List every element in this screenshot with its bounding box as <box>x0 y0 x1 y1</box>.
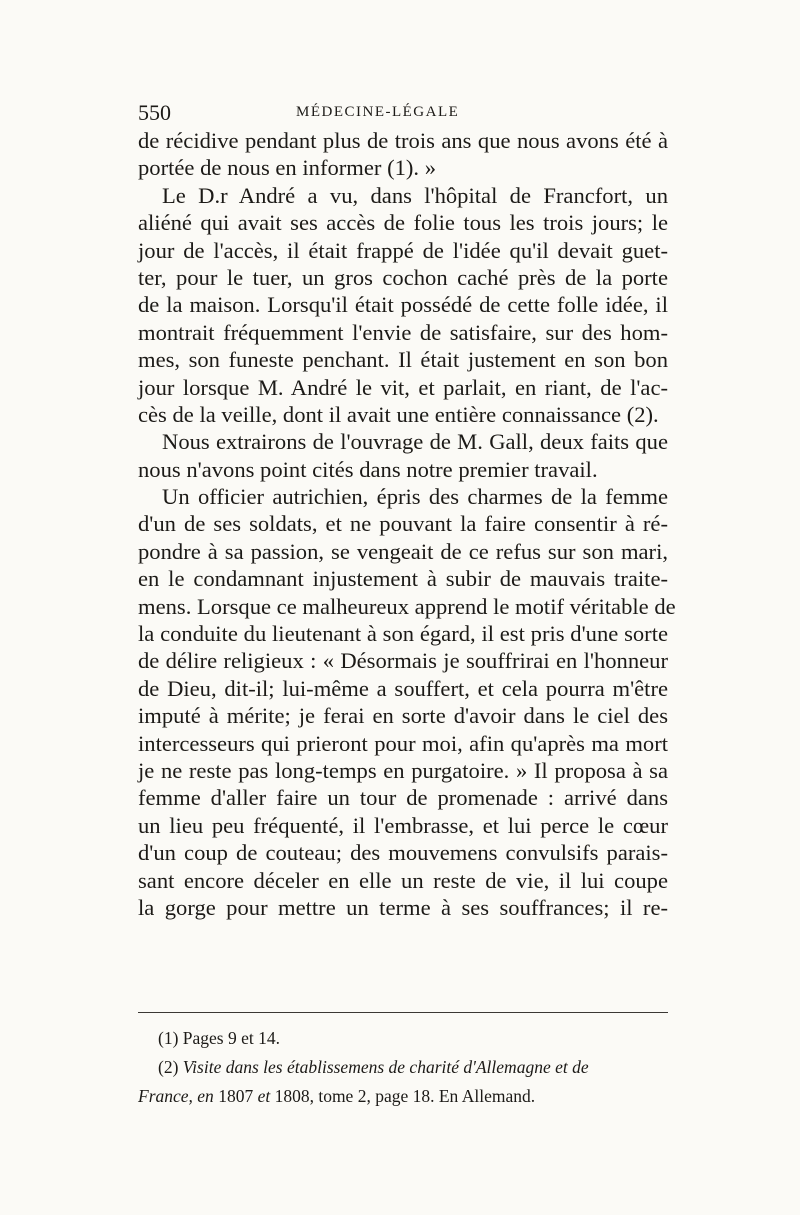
footnotes <box>138 1024 668 1111</box>
running-title: MÉDECINE-LÉGALE <box>296 104 460 120</box>
footnote-2-title-cont: France, en <box>138 1086 214 1106</box>
text-line: imputé à mérite; je ferai en sorte d'avoir dans le ciel des <box>138 703 668 729</box>
text-line: intercesseurs qui prieront pour moi, afin qu'après ma mort <box>138 730 668 756</box>
footnote-divider <box>138 1012 668 1013</box>
text-line: pondre à sa passion, se vengeait de ce refus sur son mari, <box>138 538 668 564</box>
footnote-2-year-1: 1807 <box>218 1086 254 1106</box>
text-line: mes, son funeste penchant. Il était justement en son bon <box>138 347 668 373</box>
text-line: ter, pour le tuer, un gros cochon caché près de la porte <box>138 264 668 290</box>
text-line: de Dieu, dit-il; lui-même a souffert, et cela pourra m'être <box>138 675 668 701</box>
footnote-2 <box>138 1053 668 1082</box>
text-line: en le condamnant injustement à subir de mauvais traite- <box>138 566 668 592</box>
text-line: Un officier autrichien, épris des charmes de la femme <box>162 484 668 510</box>
footnote-2-title: Visite dans les établissemens de charité d'Allemagne et de <box>182 1057 589 1077</box>
text-line: de récidive pendant plus de trois ans que nous avons été à <box>138 128 668 153</box>
footnote-2-continuation <box>138 1082 668 1111</box>
text-line: cès de la veille, dont il avait une entière connaissance (2). <box>138 401 659 427</box>
page-header <box>138 100 668 126</box>
footnote-2-details: 1808, tome 2, page 18. En Allemand. <box>274 1086 536 1106</box>
text-line: aliéné qui avait ses accès de folie tous les trois jours; le <box>138 210 668 236</box>
text-line: de la maison. Lorsqu'il était possédé de cette folle idée, il <box>138 292 668 318</box>
footnote-2-label: (2) <box>158 1057 179 1077</box>
text-line: nous n'avons point cités dans notre premier travail. <box>138 456 598 482</box>
text-line: de délire religieux : « Désormais je souffrirai en l'honneur <box>138 648 668 674</box>
text-line: jour de l'accès, il était frappé de l'idée qu'il devait guet- <box>138 237 668 263</box>
body-text <box>138 127 676 921</box>
text-line: je ne reste pas long-temps en purgatoire. » Il proposa à sa <box>138 757 668 783</box>
text-line: montrait fréquemment l'envie de satisfaire, sur des hom- <box>138 319 668 345</box>
text-line: d'un de ses soldats, et ne pouvant la faire consentir à ré- <box>138 511 668 537</box>
text-line: Nous extrairons de l'ouvrage de M. Gall, deux faits que <box>162 429 668 455</box>
text-line: femme d'aller faire un tour de promenade : arrivé dans <box>138 785 668 811</box>
text-line: mens. Lorsque ce malheureux apprend le motif véritable de <box>138 593 676 619</box>
text-line: sant encore déceler en elle un reste de vie, il lui coupe <box>138 867 668 893</box>
text-line: portée de nous en informer (1). » <box>138 155 437 181</box>
text-line: Le D.r André a vu, dans l'hôpital de Francfort, un <box>162 182 668 208</box>
text-line: d'un coup de couteau; des mouvemens convulsifs parais- <box>138 840 668 866</box>
text-line: un lieu peu fréquenté, il l'embrasse, et lui perce le cœur <box>138 812 668 838</box>
footnote-1: (1) Pages 9 et 14. <box>158 1028 280 1048</box>
text-line: la conduite du lieutenant à son égard, il est pris d'une sorte <box>138 621 668 647</box>
text-line: jour lorsque M. André le vit, et parlait, en riant, de l'ac- <box>138 374 668 400</box>
text-line: la gorge pour mettre un terme à ses souffrances; il re- <box>138 894 668 920</box>
footnote-2-conj: et <box>257 1086 271 1106</box>
page-number: 550 <box>138 100 171 125</box>
